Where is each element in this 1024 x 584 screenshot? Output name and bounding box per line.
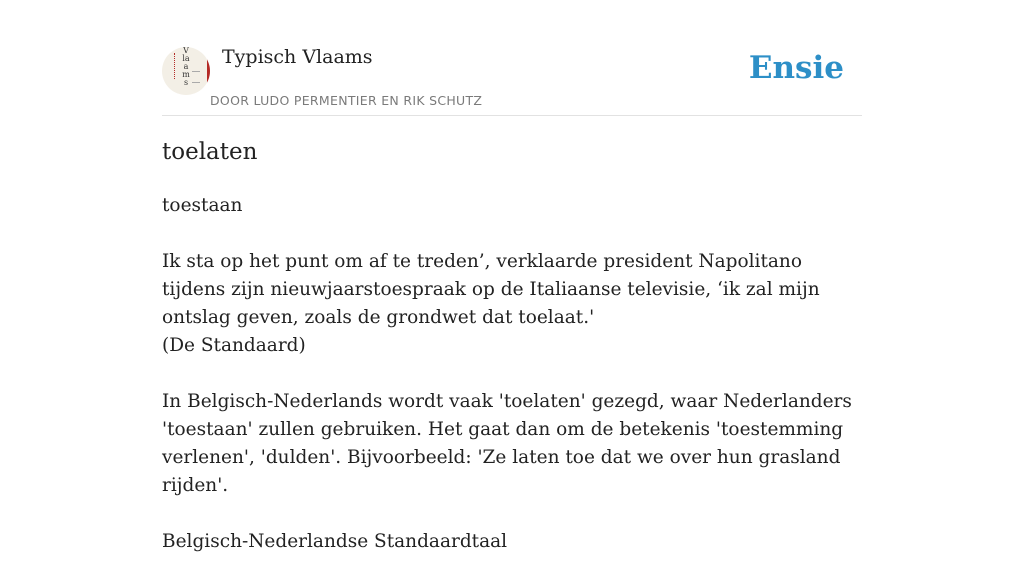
entry-quote-source: (De Standaard): [162, 335, 306, 356]
book-title-link[interactable]: Typisch Vlaams: [222, 46, 373, 68]
page: [162, 0, 862, 552]
entry-title: toelaten: [162, 139, 258, 165]
book-cover-logo[interactable]: [162, 47, 210, 95]
entry-body: [162, 192, 862, 584]
entry-explanation: In Belgisch-Nederlands wordt vaak 'toelaten' gezegd, waar Nederlanders 'toestaan' zullen gebruiken. Het gaat dan om de betekenis 'toestemming verlenen', 'dulden'. Bijvoorbeeld: 'Ze laten toe dat we over hun grasland rijden'.: [162, 391, 852, 496]
entry-definition: toestaan: [162, 195, 243, 216]
ensie-brand-link[interactable]: Ensie: [748, 50, 844, 86]
logo-lines: [192, 71, 200, 83]
entry-quote: Ik sta op het punt om af te treden’, verklaarde president Napolitano tijdens zijn nieuwjaarstoespraak op de Italiaanse televisie, ‘ik zal mijn ontslag geven, zoals de grondwet dat toelaat.': [162, 251, 820, 328]
book-authors: DOOR LUDO PERMENTIER EN RIK SCHUTZ: [210, 93, 483, 108]
entry-category: Belgisch-Nederlandse Standaardtaal: [162, 531, 508, 552]
logo-red-bar: [207, 55, 210, 85]
logo-text: Vlaams: [182, 47, 190, 87]
entry-quote-block: [162, 248, 862, 360]
book-header: [162, 0, 862, 116]
logo-dotted-line: [174, 53, 178, 79]
